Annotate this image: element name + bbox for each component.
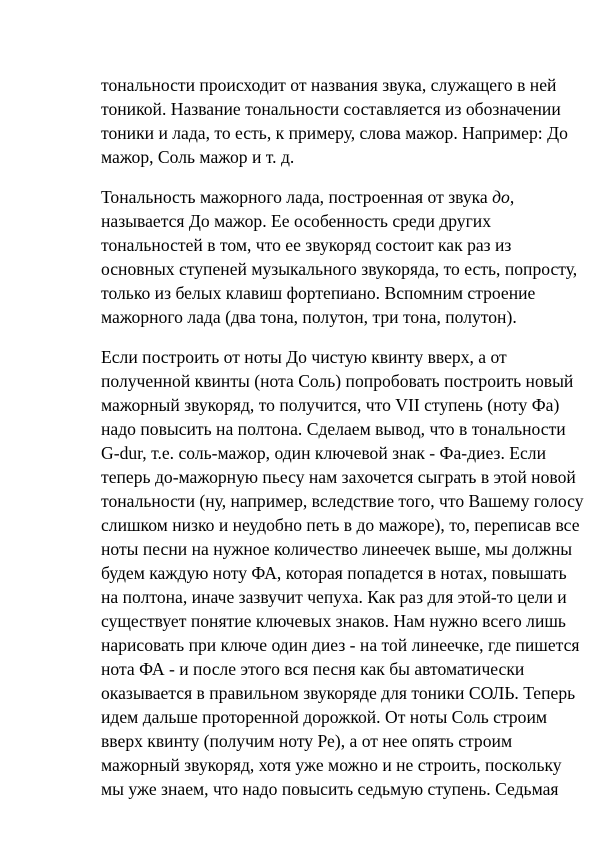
text-line: мажорный звукоряд, хотя уже можно и не строить, поскольку	[101, 755, 562, 775]
italic-note-name: до	[492, 187, 510, 207]
text-line: G-dur, т.е. соль-мажор, один ключевой знак - Фа-диез. Если	[101, 443, 547, 463]
text-line: тоникой. Название тональности составляется из обозначении	[101, 99, 561, 119]
text-line: идем дальше проторенной дорожкой. От ноты Соль строим	[101, 707, 548, 727]
paragraph-2	[101, 185, 578, 329]
text-line: называется До мажор. Ее особенность среди других	[101, 211, 492, 231]
text-line: на полтона, иначе зазвучит чепуха. Как раз для этой-то цели и	[101, 587, 567, 607]
text-line: мажорный звукоряд, то получится, что VII ступень (ноту Фа)	[101, 395, 560, 415]
text-line: мы уже знаем, что надо повысить седьмую ступень. Седьмая	[101, 779, 559, 799]
text-line: оказывается в правильном звукоряде для тоники СОЛЬ. Теперь	[101, 683, 576, 703]
text-line: будем каждую ноту ФА, которая попадется в нотах, повышать	[101, 563, 567, 583]
text-line: надо повысить на полтона. Сделаем вывод, что в тональности	[101, 419, 566, 439]
text-line	[101, 185, 556, 209]
text-line: тональностей в том, что ее звукоряд состоит как раз из	[101, 235, 512, 255]
text-line: вверх квинту (получим ноту Ре), а от нее опять строим	[101, 731, 513, 751]
text-line: мажор, Соль мажор и т. д.	[101, 147, 295, 167]
text-line: Если построить от ноты До чистую квинту вверх, а от	[101, 347, 507, 367]
text-line: теперь до-мажорную пьесу нам захочется сыграть в этой новой	[101, 467, 576, 487]
text-line: нарисовать при ключе один диез - на той линеечке, где пишется	[101, 635, 580, 655]
text-line: нота ФА - и после этого вся песня как бы автоматически	[101, 659, 525, 679]
text-line: мажорного лада (два тона, полутон, три тона, полутон).	[101, 307, 517, 327]
text-line: ноты песни на нужное количество линеечек выше, мы должны	[101, 539, 573, 559]
paragraph-3	[101, 345, 584, 801]
text-line: тональности (ну, например, вследствие того, что Вашему голосу	[101, 491, 584, 511]
text-line: только из белых клавиш фортепиано. Вспомним строение	[101, 283, 536, 303]
text-line: основных ступеней музыкального звукоряда, то есть, попросту,	[101, 259, 578, 279]
text-line: тональности происходит от названия звука, служащего в ней	[101, 75, 557, 95]
text-line: тоники и лада, то есть, к примеру, слова мажор. Например: До	[101, 123, 568, 143]
text-line: полученной квинты (нота Соль) попробовать построить новый	[101, 371, 574, 391]
text-line: существует понятие ключевых знаков. Нам нужно всего лишь	[101, 611, 566, 631]
document-body	[101, 73, 584, 817]
text-segment: Тональность мажорного лада, построенная от звука	[101, 187, 493, 207]
paragraph-1	[101, 73, 568, 169]
text-line: слишком низко и неудобно петь в до мажоре), то, переписав все	[101, 515, 580, 535]
text-segment: ,	[509, 187, 515, 207]
